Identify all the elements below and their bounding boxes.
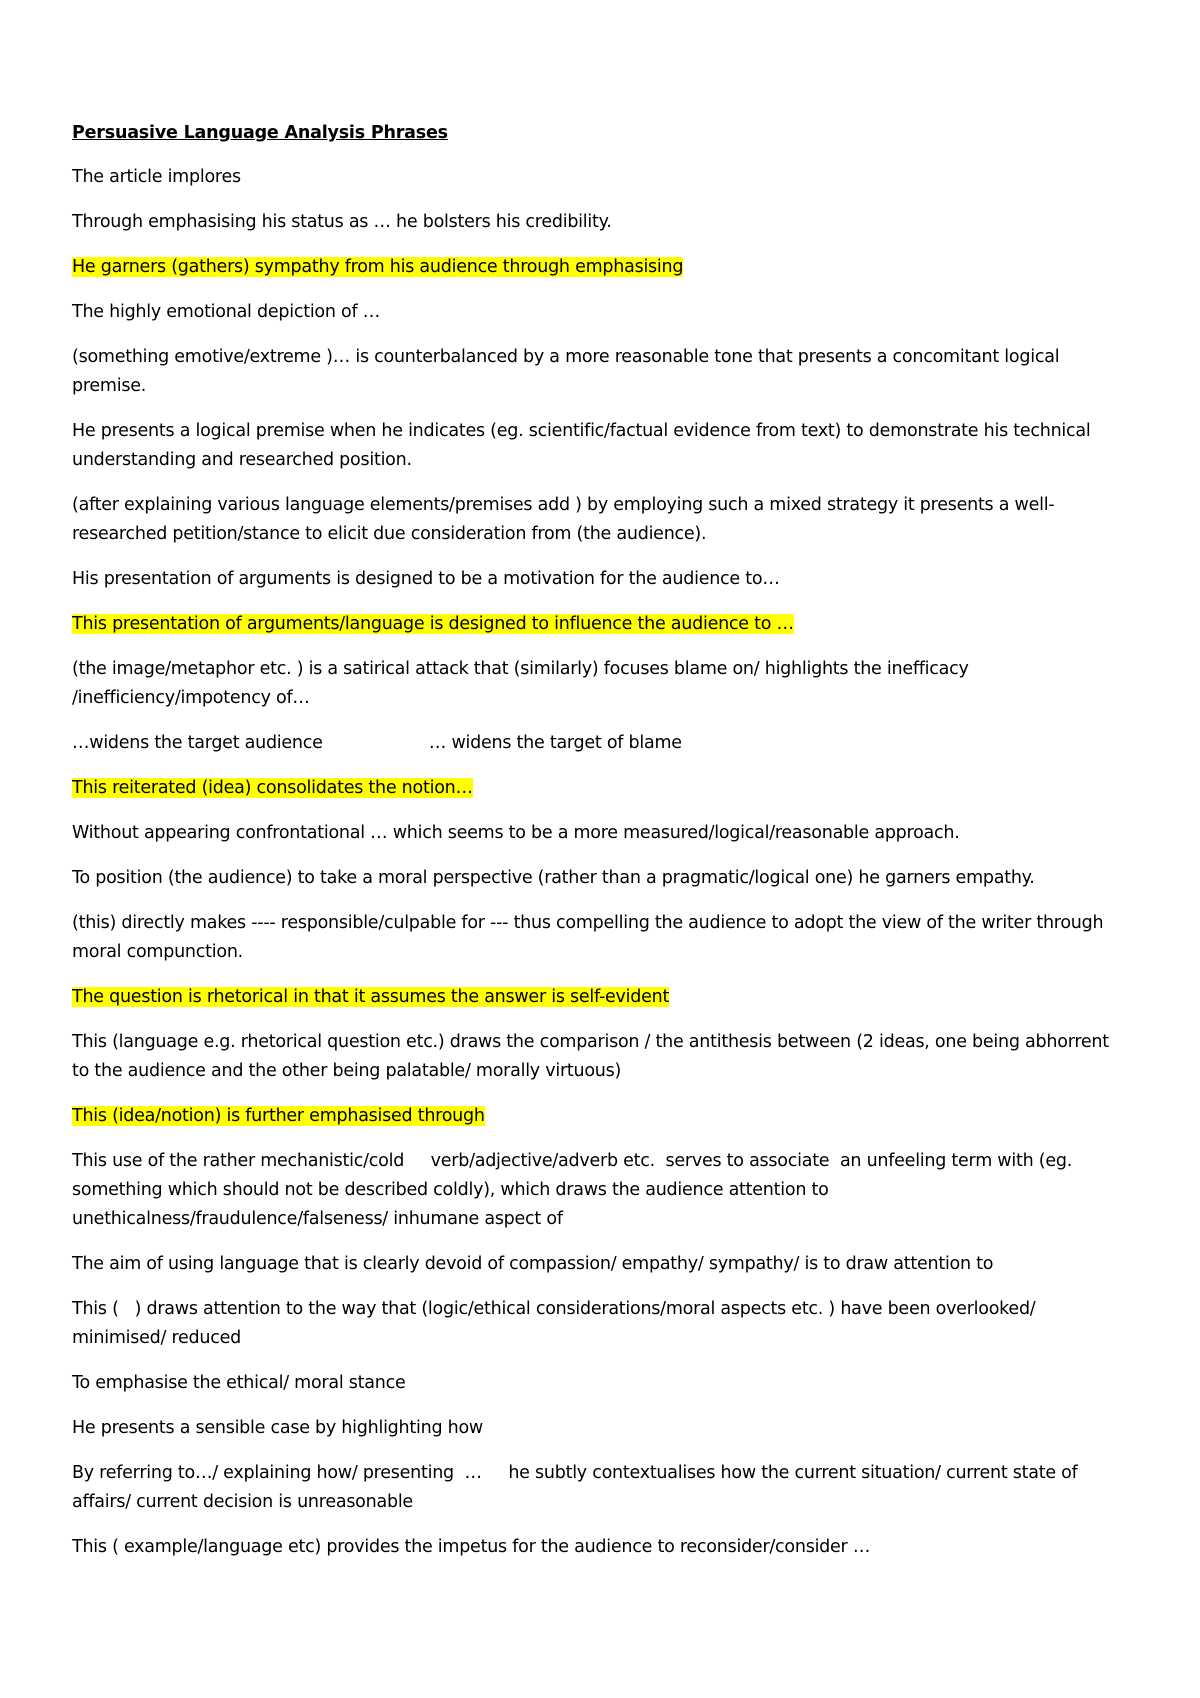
paragraph xyxy=(72,819,1110,848)
paragraph xyxy=(72,565,1110,594)
phrase-text: …widens the target audience … widens the target of blame xyxy=(72,733,682,753)
paragraph xyxy=(72,1147,1110,1234)
document-body xyxy=(72,163,1115,1562)
paragraph xyxy=(72,343,1110,401)
phrase-text: (something emotive/extreme )… is counterbalanced by a more reasonable tone that presents a concomitant logical premise. xyxy=(72,347,1065,396)
paragraph xyxy=(72,729,1110,758)
paragraph xyxy=(72,417,1110,475)
phrase-text: He presents a sensible case by highlighting how xyxy=(72,1418,483,1438)
phrase-text: This (language e.g. rhetorical question etc.) draws the comparison / the antithesis between (2 ideas, one being abhorrent to the audience and the other being palatable/ morally virtuous) xyxy=(72,1032,1115,1081)
highlighted-phrase: This presentation of arguments/language is designed to influence the audience to … xyxy=(72,614,794,634)
highlighted-phrase: This (idea/notion) is further emphasised through xyxy=(72,1106,485,1126)
paragraph xyxy=(72,208,1110,237)
paragraph xyxy=(72,1369,1110,1398)
phrase-text: This use of the rather mechanistic/cold verb/adjective/adverb etc. serves to associate an unfeeling term with (eg. something which should not be described coldly), which draws the audience attention to unethicalness/fraudulence/falseness/ inhumane aspect of xyxy=(72,1151,1078,1229)
document-title: Persuasive Language Analysis Phrases xyxy=(72,123,448,143)
paragraph xyxy=(72,655,1110,713)
paragraph xyxy=(72,1028,1115,1086)
phrase-text: (the image/metaphor etc. ) is a satirical attack that (similarly) focuses blame on/ highlights the inefficacy /inefficiency/impotency of… xyxy=(72,659,974,708)
paragraph xyxy=(72,1102,1110,1131)
paragraph xyxy=(72,253,1110,282)
paragraph xyxy=(72,1295,1110,1353)
highlighted-phrase: This reiterated (idea) consolidates the notion… xyxy=(72,778,473,798)
highlighted-phrase: The question is rhetorical in that it assumes the answer is self-evident xyxy=(72,987,670,1007)
highlighted-phrase: He garners (gathers) sympathy from his audience through emphasising xyxy=(72,257,684,277)
paragraph xyxy=(72,774,1110,803)
paragraph xyxy=(72,983,1110,1012)
phrase-text: This ( example/language etc) provides the impetus for the audience to reconsider/consider … xyxy=(72,1537,871,1557)
paragraph xyxy=(72,1414,1110,1443)
phrase-text: The aim of using language that is clearly devoid of compassion/ empathy/ sympathy/ is to draw attention to xyxy=(72,1254,994,1274)
phrase-text: Without appearing confrontational … which seems to be a more measured/logical/reasonable approach. xyxy=(72,823,960,843)
phrase-text: He presents a logical premise when he indicates (eg. scientific/factual evidence from text) to demonstrate his technical understanding and researched position. xyxy=(72,421,1096,470)
paragraph xyxy=(72,909,1110,967)
phrase-text: The highly emotional depiction of … xyxy=(72,302,380,322)
phrase-text: His presentation of arguments is designed to be a motivation for the audience to… xyxy=(72,569,780,589)
paragraph xyxy=(72,163,1110,192)
paragraph xyxy=(72,1250,1110,1279)
paragraph xyxy=(72,491,1110,549)
phrase-text: To emphasise the ethical/ moral stance xyxy=(72,1373,406,1393)
paragraph xyxy=(72,1459,1110,1517)
phrase-text: By referring to…/ explaining how/ presenting … he subtly contextualises how the current situation/ current state of affairs/ current decision is unreasonable xyxy=(72,1463,1083,1512)
phrase-text: Through emphasising his status as … he bolsters his credibility. xyxy=(72,212,612,232)
paragraph xyxy=(72,1533,1110,1562)
phrase-text: This ( ) draws attention to the way that (logic/ethical considerations/moral aspects etc. ) have been overlooked/ minimised/ reduced xyxy=(72,1299,1041,1348)
phrase-text: (after explaining various language elements/premises add ) by employing such a mixed strategy it presents a well-researched petition/stance to elicit due consideration from (the audience). xyxy=(72,495,1055,544)
phrase-text: To position (the audience) to take a moral perspective (rather than a pragmatic/logical one) he garners empathy. xyxy=(72,868,1035,888)
phrase-text: (this) directly makes ---- responsible/culpable for --- thus compelling the audience to adopt the view of the writer through moral compunction. xyxy=(72,913,1109,962)
paragraph xyxy=(72,298,1110,327)
phrase-text: The article implores xyxy=(72,167,241,187)
paragraph xyxy=(72,864,1110,893)
paragraph xyxy=(72,610,1110,639)
